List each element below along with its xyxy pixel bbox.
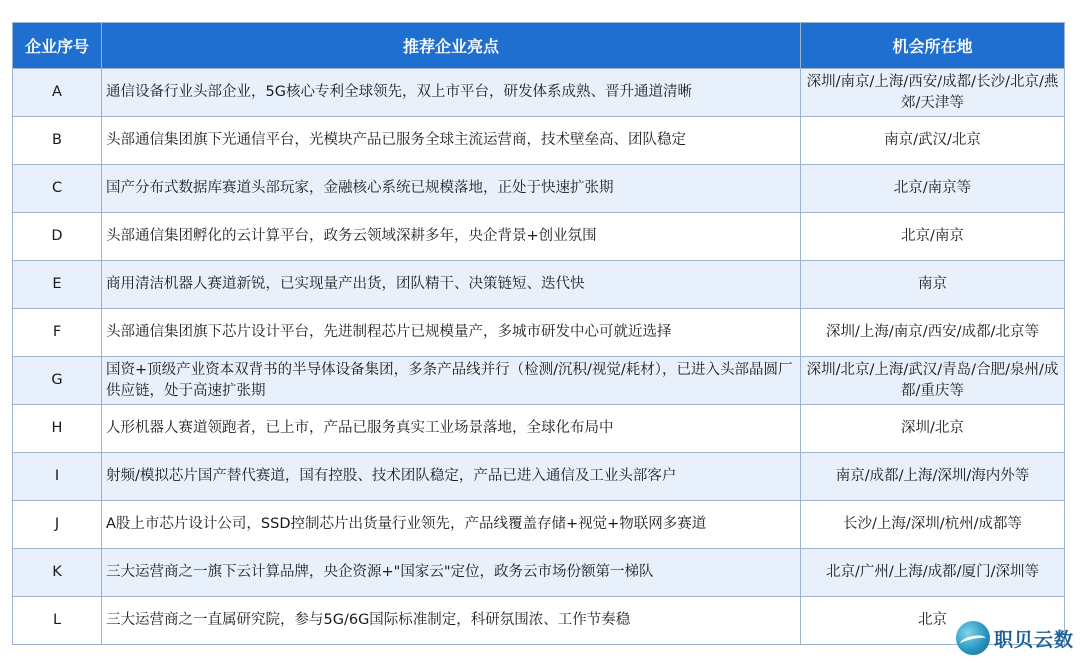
location-cell: 北京/南京 bbox=[801, 213, 1065, 261]
highlight-cell: 头部通信集团旗下芯片设计平台，先进制程芯片已规模量产，多城市研发中心可就近选择 bbox=[102, 309, 801, 357]
location-cell: 北京 bbox=[801, 597, 1065, 645]
location-cell: 深圳/南京/上海/西安/成都/长沙/北京/燕郊/天津等 bbox=[801, 69, 1065, 117]
company-id-cell: H bbox=[13, 405, 102, 453]
highlight-cell: 三大运营商之一直属研究院，参与5G/6G国际标准制定，科研氛围浓、工作节奏稳 bbox=[102, 597, 801, 645]
table-row bbox=[13, 501, 1065, 549]
watermark-text: 职贝云数 bbox=[993, 628, 1074, 651]
table-header-row bbox=[13, 23, 1065, 69]
table-row bbox=[13, 453, 1065, 501]
company-id-cell: F bbox=[13, 309, 102, 357]
highlight-cell: 头部通信集团孵化的云计算平台，政务云领域深耕多年，央企背景+创业氛围 bbox=[102, 213, 801, 261]
highlight-cell: 商用清洁机器人赛道新锐，已实现量产出货，团队精干、决策链短、迭代快 bbox=[102, 261, 801, 309]
location-cell: 深圳/北京 bbox=[801, 405, 1065, 453]
highlight-cell: 射频/模拟芯片国产替代赛道，国有控股、技术团队稳定，产品已进入通信及工业头部客户 bbox=[102, 453, 801, 501]
location-cell: 北京/广州/上海/成都/厦门/深圳等 bbox=[801, 549, 1065, 597]
highlight-cell: 三大运营商之一旗下云计算品牌，央企资源+"国家云"定位，政务云市场份额第一梯队 bbox=[102, 549, 801, 597]
company-id-cell: C bbox=[13, 165, 102, 213]
company-id-cell: J bbox=[13, 501, 102, 549]
header-location: 机会所在地 bbox=[801, 23, 1065, 69]
table-row bbox=[13, 117, 1065, 165]
highlight-cell: A股上市芯片设计公司，SSD控制芯片出货量行业领先，产品线覆盖存储+视觉+物联网多赛道 bbox=[102, 501, 801, 549]
table-row bbox=[13, 309, 1065, 357]
table-row bbox=[13, 357, 1065, 405]
location-cell: 南京/武汉/北京 bbox=[801, 117, 1065, 165]
table-row bbox=[13, 213, 1065, 261]
table-row bbox=[13, 549, 1065, 597]
company-id-cell: L bbox=[13, 597, 102, 645]
header-highlights: 推荐企业亮点 bbox=[102, 23, 801, 69]
company-id-cell: I bbox=[13, 453, 102, 501]
company-id-cell: B bbox=[13, 117, 102, 165]
location-cell: 北京/南京等 bbox=[801, 165, 1065, 213]
table-row bbox=[13, 405, 1065, 453]
table-row bbox=[13, 597, 1065, 645]
highlight-cell: 国资+顶级产业资本双背书的半导体设备集团，多条产品线并行（检测/沉积/视觉/耗材），已进入头部晶圆厂供应链，处于高速扩张期 bbox=[102, 357, 801, 405]
location-cell: 长沙/上海/深圳/杭州/成都等 bbox=[801, 501, 1065, 549]
globe-logo-icon bbox=[956, 621, 990, 655]
company-id-cell: G bbox=[13, 357, 102, 405]
highlight-cell: 人形机器人赛道领跑者，已上市，产品已服务真实工业场景落地，全球化布局中 bbox=[102, 405, 801, 453]
highlight-cell: 国产分布式数据库赛道头部玩家，金融核心系统已规模落地，正处于快速扩张期 bbox=[102, 165, 801, 213]
company-id-cell: D bbox=[13, 213, 102, 261]
header-company-id: 企业序号 bbox=[13, 23, 102, 69]
location-cell: 南京 bbox=[801, 261, 1065, 309]
table-row bbox=[13, 261, 1065, 309]
location-cell: 南京/成都/上海/深圳/海内外等 bbox=[801, 453, 1065, 501]
highlight-cell: 通信设备行业头部企业，5G核心专利全球领先，双上市平台，研发体系成熟、晋升通道清晰 bbox=[102, 69, 801, 117]
watermark bbox=[956, 621, 1074, 655]
company-id-cell: E bbox=[13, 261, 102, 309]
table-row bbox=[13, 69, 1065, 117]
table-row bbox=[13, 165, 1065, 213]
company-id-cell: A bbox=[13, 69, 102, 117]
company-id-cell: K bbox=[13, 549, 102, 597]
highlight-cell: 头部通信集团旗下光通信平台，光模块产品已服务全球主流运营商，技术壁垒高、团队稳定 bbox=[102, 117, 801, 165]
location-cell: 深圳/北京/上海/武汉/青岛/合肥/泉州/成都/重庆等 bbox=[801, 357, 1065, 405]
opportunity-table bbox=[12, 22, 1065, 645]
location-cell: 深圳/上海/南京/西安/成都/北京等 bbox=[801, 309, 1065, 357]
